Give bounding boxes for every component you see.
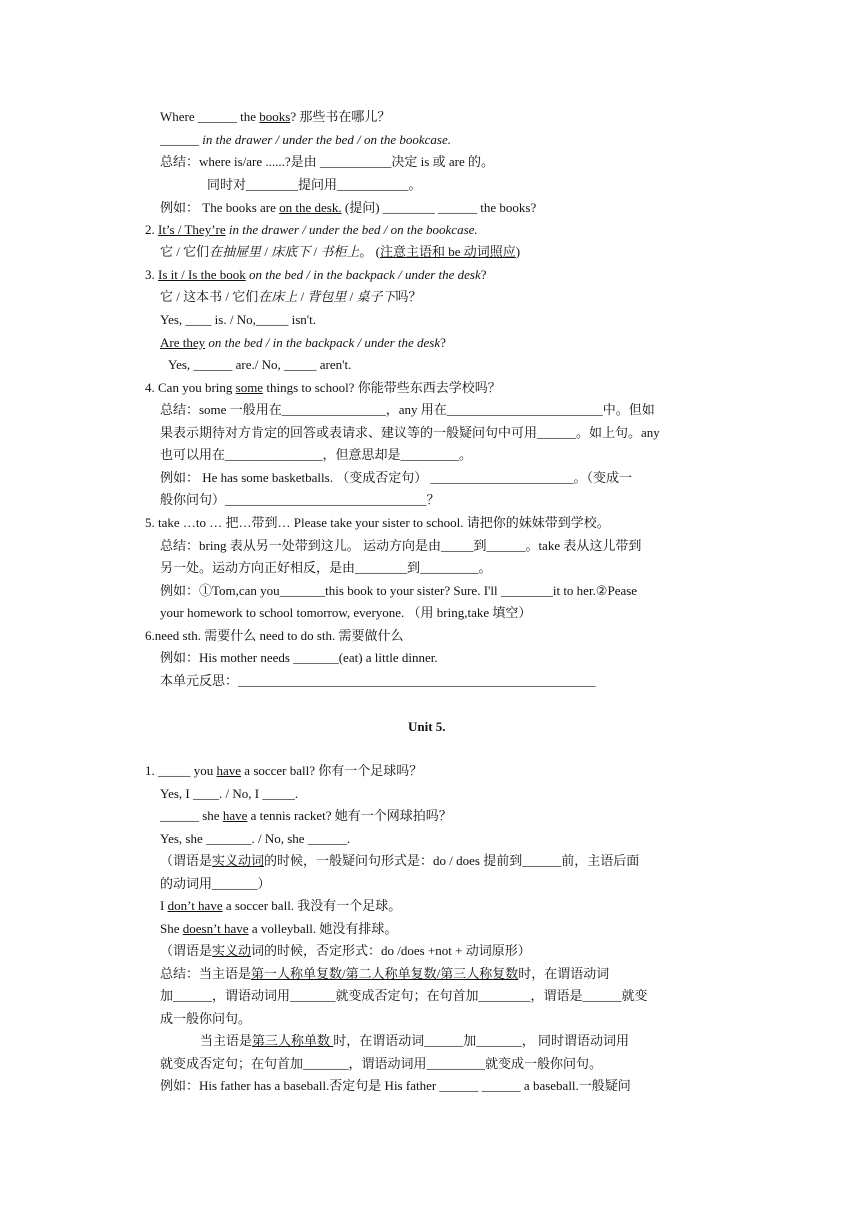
line-20: 总结：bring 表从另一处带到这儿。 运动方向是由_____到______。take 表从这儿带到 [160, 538, 642, 553]
line-27: 1. _____ you have a soccer ball? 你有一个足球吗？ [145, 763, 423, 778]
line-17: 例如： He has some basketballs. （变成否定句） ______________________。（变成一 [160, 470, 632, 485]
line-28: Yes, I ____. / No, I _____. [160, 786, 299, 801]
line-35: （谓语是实义动词的时候，否定形式：do /does +not + 动词原形） [160, 943, 531, 958]
line-37: 加______，谓语动词用_______就变成否定句；在句首加________，谓语是______就变 [160, 988, 648, 1003]
line-19: 5. take …to … 把…带到… Please take your sister to school. 请把你的妹妹带到学校。 [145, 515, 610, 530]
line-15: 果表示期待对方肯定的回答或表请求、建议等的一般疑问句中可用______。如上句。any [160, 425, 660, 440]
line-18: 般你问句）_______________________________？ [160, 492, 440, 507]
line-1: Where ______ the books? 那些书在哪儿？ [160, 109, 391, 124]
line-8: 3. Is it / Is the book on the bed / in the backpack / under the desk? [145, 267, 487, 282]
line-2: ______ in the drawer / under the bed / on the bookcase. [160, 132, 452, 147]
line-3: 总结：where is/are ......?是由 ___________决定 is 或 are 的。 [160, 154, 494, 169]
line-32: 的动词用_______） [160, 876, 271, 891]
line-4: 同时对________提问用___________。 [207, 177, 422, 192]
line-7: 它 / 它们在抽屉里 / 床底下 / 书柜上。 (注意主语和 be 动词照应) [160, 244, 521, 259]
line-40: 就变成否定句；在句首加_______，谓语动词用_________就变成一般你问句。 [160, 1056, 603, 1071]
line-6: 2. It’s / They’re in the drawer / under the bed / on the bookcase. [145, 222, 478, 237]
line-33: I don’t have a soccer ball. 我没有一个足球。 [160, 898, 402, 913]
line-25: 例如：His mother needs _______(eat) a little dinner. [160, 650, 438, 665]
line-9: 它 / 这本书 / 它们在床上 / 背包里 / 桌子下吗？ [160, 289, 422, 304]
line-36: 总结：当主语是第一人称单复数/第二人称单复数/第三人称复数时，在谓语动词 [160, 966, 610, 981]
line-11: Are they on the bed / in the backpack / under the desk? [160, 335, 446, 350]
line-34: She doesn’t have a volleyball. 她没有排球。 [160, 921, 398, 936]
line-41: 例如：His father has a baseball.否定句是 His father ______ ______ a baseball.一般疑问 [160, 1078, 631, 1093]
line-13: 4. Can you bring some things to school? 你能带些东西去学校吗？ [145, 380, 501, 395]
unit-title: Unit 5. [408, 719, 446, 734]
line-38: 成一般你问句。 [160, 1011, 252, 1026]
line-21: 另一处。运动方向正好相反，是由________到_________。 [160, 560, 492, 575]
line-29: ______ she have a tennis racket? 她有一个网球拍吗？ [160, 808, 452, 823]
line-16: 也可以用在_______________，但意思却是_________。 [160, 447, 473, 462]
line-22: 例如：①Tom,can you_______this book to your sister? Sure. I'll ________it to her.②Pease [160, 583, 638, 598]
line-30: Yes, she _______. / No, she ______. [160, 831, 351, 846]
line-23: your homework to school tomorrow, everyone. （用 bring,take 填空） [160, 605, 532, 620]
line-12: Yes, ______ are./ No, _____ aren't. [168, 357, 352, 372]
line-31: （谓语是实义动词的时候，一般疑问句形式是：do / does 提前到______前，主语后面 [160, 853, 640, 868]
line-26: 本单元反思：_______________________________________________________ [160, 673, 596, 688]
line-39: 当主语是第三人称单数 时，在谓语动词______加_______， 同时谓语动词用 [200, 1033, 630, 1048]
line-14: 总结：some 一般用在________________，any 用在________________________中。但如 [160, 402, 655, 417]
line-5: 例如： The books are on the desk. (提问) ________ ______ the books? [160, 200, 537, 215]
line-24: 6.need sth. 需要什么 need to do sth. 需要做什么 [145, 628, 404, 643]
line-10: Yes, ____ is. / No,_____ isn't. [160, 312, 316, 327]
